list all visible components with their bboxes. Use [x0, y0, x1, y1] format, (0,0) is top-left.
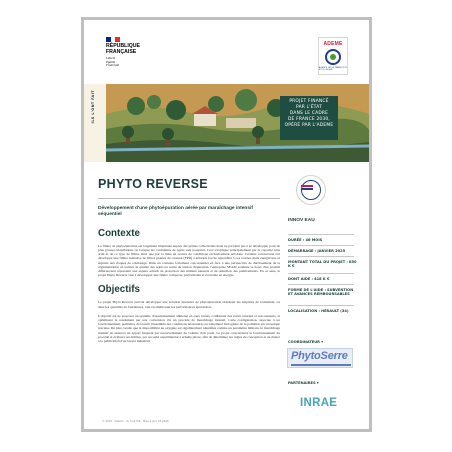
side-divider [288, 234, 354, 235]
title-divider [98, 198, 280, 199]
banner-side-strip [84, 84, 106, 162]
side-divider [288, 305, 354, 306]
context-paragraph: La filière de phytoépuration est largement implantée auprès des petites collectivités mais ne parvient pas à se développer pour de plus grosses installations ou lorsque les contraintes de rejets sont poussées. Ceci s'explique principalement par la capacité sans arrêt et de ce type de filière ainsi que par la mise en oeuvre de conditions exclusivement aérobies. Certains concurrents ont développé une filière intensive de filtres plantés de roseaux (FPR) à aération forcée répondant à ces tournes mais énergivores et sujettes aux risques de colmatage. Dans un contexte fortement concurrentiel en face à une perspective de durcissement de la réglementation en termes de qualité des rejets en sortie de station d'épuration, l'entreprise SEAM souhaite se doter d'un produit différenciant répondant aux enjeux actuels de protection des milieux naturels et de réduction des prélèvements. En ce sens, le projet Phyto Reverse vise à développer une filière compacte, performante et économe en énergie. [98, 243, 280, 278]
banner-side-text: ILS L'ONT FAIT [91, 90, 95, 124]
page-subtitle: Développement d'une phytoépuration aérée par maraîchage intensif séquentiel [98, 206, 253, 218]
context-heading: Contexte [98, 227, 140, 239]
coordinateur-label: COORDINATEUR ▾ [288, 340, 324, 344]
program-category: INNOV EAU [288, 218, 315, 223]
info-dont-aide: DONT AIDE : 418 K € [288, 277, 330, 281]
partenaires-label: PARTENAIRES ▾ [288, 381, 319, 385]
rf-name: RÉPUBLIQUE FRANÇAISE [106, 43, 141, 55]
info-demarrage: DÉMARRAGE : JANVIER 2025 [288, 249, 346, 253]
page-title: PHYTO REVERSE [98, 177, 208, 191]
france-2030-badge-icon [296, 175, 326, 205]
info-forme-aide: FORME DE L'AIDE : SUBVENTION ET AVANCES REMBOURSABLES [288, 288, 354, 297]
rf-motto: Liberté Égalité Fraternité [106, 56, 120, 68]
info-localisation: LOCALISATION : HÉRAULT (34) [288, 309, 349, 313]
objectives-heading: Objectifs [98, 284, 140, 296]
document-page [81, 17, 372, 432]
phytoserre-logo: PhytoSerre [287, 348, 353, 368]
side-divider [288, 284, 354, 285]
objectives-paragraph-1: Le projet Phyto Reverse prévoit développer une solution intensive de phytoépuration réduisant les emprises de traitement, ou dans les quantités de fournitures, tout en améliorant les performances épuratoires. [98, 300, 280, 309]
france-2030-box: PROJET FINANCÉ PAR L'ÉTAT DANS LE CADRE DE FRANCE 2030, OPÉRÉ PAR L'ADEME [280, 96, 338, 140]
republique-francaise-logo [106, 37, 166, 68]
objectives-paragraph-2: L'objectif est de proposer un système d'assainissement alimenté en eaux brutes, combinant des zones saturées et non-saturées, et optimisant le rendement par une conversion via un procédé de maraîchage intensif. Cette configuration, associée à un fonctionnement, permettra de fournir l'ensemble des conditions nécessaires au traitement biologique de la pollution sur un unique réacteur. De plus, tandis que la disponibilité en oxygène est régulièrement identifiée comme un paramètre limitant, le maraîchage intensif en assurera un apport fréquent par renouvellement du volume d'air poral. Le projet caractérisera le fonctionnement du procédé et évaluera ses limites, par un suivi expérimental à échelle pilote, afin de déterminer les règles de conception et de mener à la publication d'un brevet industriel. [98, 313, 280, 344]
french-flag-icon [106, 37, 120, 42]
main-column [98, 170, 280, 343]
page-footnote: © 2025 · Ademe · Ils l'ont fait · Mise à jour 03.2025 [102, 420, 169, 423]
chevron-down-icon: ▾ [321, 340, 324, 344]
ademe-mark-icon [325, 49, 341, 65]
side-divider [288, 273, 354, 274]
ademe-logo: ADEME AGENCE DE LA TRANSITION ÉCOLOGIQUE [318, 37, 348, 75]
chevron-down-icon: ▾ [316, 381, 319, 385]
info-montant: MONTANT TOTAL DU PROJET : 850 K € [288, 260, 357, 269]
banner [84, 84, 369, 162]
inrae-logo: INRAE [300, 397, 338, 409]
side-divider [288, 245, 354, 246]
info-duree: DURÉE : 46 MOIS [288, 238, 323, 242]
side-divider [288, 256, 354, 257]
